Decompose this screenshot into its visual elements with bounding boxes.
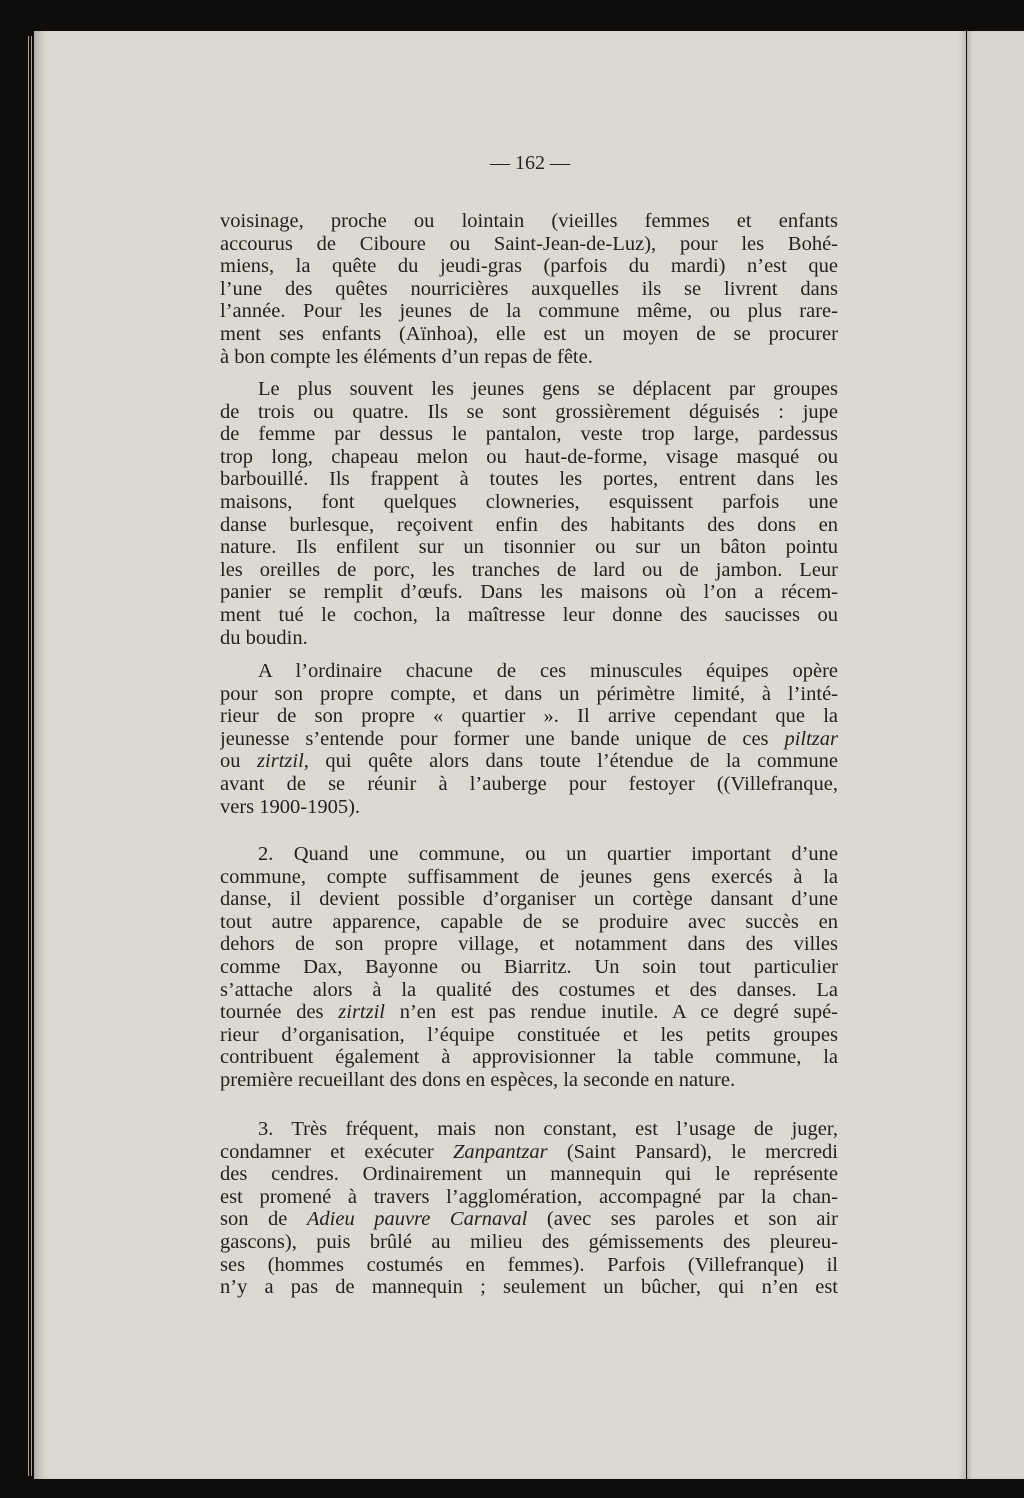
text-line bbox=[220, 1163, 838, 1186]
text-line bbox=[220, 705, 838, 728]
text-line bbox=[220, 956, 838, 979]
text-line bbox=[220, 796, 838, 819]
text-segment: danse, il devient possible d’organiser un cortège dansant d’une bbox=[220, 888, 838, 911]
text-segment: l’année. Pour les jeunes de la commune même, ou plus rare- bbox=[220, 300, 838, 323]
italic-term: Zanpantzar bbox=[453, 1140, 548, 1163]
text-segment: s’attache alors à la qualité des costumes et des danses. La bbox=[220, 978, 838, 1001]
text-segment: du boudin. bbox=[220, 626, 308, 649]
text-line bbox=[220, 210, 838, 233]
next-page-edge bbox=[967, 31, 1024, 1479]
text-segment: comme Dax, Bayonne ou Biarritz. Un soin tout particulier bbox=[220, 955, 838, 978]
text-segment: première recueillant des dons en espèces, la seconde en nature. bbox=[220, 1068, 736, 1091]
italic-term: piltzar bbox=[784, 727, 838, 750]
text-line bbox=[220, 233, 838, 256]
text-segment: 3. Très fréquent, mais non constant, est l’usage de juger, bbox=[258, 1118, 838, 1140]
paragraph-4 bbox=[220, 843, 838, 1092]
paragraph-2 bbox=[220, 378, 838, 649]
text-line bbox=[220, 750, 838, 773]
page-edge bbox=[28, 36, 29, 1476]
text-segment: ment ses enfants (Aïnhoa), elle est un moyen de se procurer bbox=[220, 322, 838, 345]
text-segment: son de bbox=[220, 1208, 307, 1231]
text-segment: rieur de son propre « quartier ». Il arrive cependant que la bbox=[220, 705, 838, 728]
text-line bbox=[220, 604, 838, 627]
text-segment: (Saint Pansard), le mercredi bbox=[547, 1140, 838, 1163]
text-line bbox=[220, 1024, 838, 1047]
text-line bbox=[220, 683, 838, 706]
text-segment: gascons), puis brûlé au milieu des gémissements des pleureu- bbox=[220, 1230, 838, 1253]
italic-term: Adieu pauvre Carnaval bbox=[306, 1208, 528, 1231]
text-line bbox=[220, 255, 838, 278]
text-segment: (avec ses paroles et son air bbox=[527, 1208, 838, 1231]
text-line bbox=[220, 278, 838, 301]
text-line bbox=[220, 1069, 838, 1092]
text-line bbox=[220, 1276, 838, 1299]
text-line bbox=[220, 728, 838, 751]
text-line bbox=[220, 401, 838, 424]
text-segment: des cendres. Ordinairement un mannequin qui le représente bbox=[220, 1163, 838, 1186]
text-line bbox=[220, 843, 838, 866]
text-line bbox=[220, 888, 838, 911]
text-segment: vers 1900-1905). bbox=[220, 795, 361, 818]
text-line bbox=[220, 773, 838, 796]
text-segment: de trois ou quatre. Ils se sont grossièrement déguisés : jupe bbox=[220, 400, 838, 423]
text-line bbox=[220, 660, 838, 683]
text-segment: avant de se réunir à l’auberge pour festoyer ((Villefranque, bbox=[220, 772, 838, 795]
text-segment: nature. Ils enfilent sur un tisonnier ou sur un bâton pointu bbox=[220, 536, 838, 559]
text-segment: tournée des bbox=[220, 1001, 339, 1024]
text-segment: dehors de son propre village, et notamment dans des villes bbox=[220, 933, 838, 956]
text-segment: qui quête alors dans toute l’étendue de la commune bbox=[308, 750, 838, 773]
text-line bbox=[220, 423, 838, 446]
text-line bbox=[220, 491, 838, 514]
text-line bbox=[220, 979, 838, 1002]
text-line bbox=[220, 536, 838, 559]
text-segment: contribuent également à approvisionner la table commune, la bbox=[220, 1046, 838, 1069]
text-segment: maisons, font quelques clowneries, esquissent parfois une bbox=[220, 490, 838, 513]
text-segment: danse burlesque, reçoivent enfin des habitants des dons en bbox=[220, 513, 838, 536]
text-line bbox=[220, 1208, 838, 1231]
text-segment: à bon compte les éléments d’un repas de fête. bbox=[220, 345, 593, 368]
italic-term: zirtzil, bbox=[257, 750, 309, 773]
text-segment: n’y a pas de mannequin ; seulement un bûcher, qui n’en est bbox=[220, 1276, 838, 1299]
text-line bbox=[220, 1186, 838, 1209]
text-line bbox=[220, 446, 838, 469]
text-line bbox=[220, 323, 838, 346]
text-segment: commune, compte suffisamment de jeunes gens exercés à la bbox=[220, 865, 838, 888]
text-segment: 2. Quand une commune, ou un quartier important d’une bbox=[258, 843, 838, 865]
text-segment: de femme par dessus le pantalon, veste trop large, pardessus bbox=[220, 423, 838, 446]
text-line bbox=[220, 911, 838, 934]
text-segment: jeunesse s’entende pour former une bande unique de ces bbox=[220, 727, 785, 750]
paragraph-3 bbox=[220, 660, 838, 818]
text-segment: pour son propre compte, et dans un périmètre limité, à l’inté- bbox=[220, 682, 838, 705]
text-segment: les oreilles de porc, les tranches de lard ou de jambon. Leur bbox=[220, 558, 838, 581]
text-segment: barbouillé. Ils frappent à toutes les portes, entrent dans les bbox=[220, 468, 838, 491]
text-segment: panier se remplit d’œufs. Dans les maisons où l’on a récem- bbox=[220, 581, 838, 604]
text-line bbox=[220, 866, 838, 889]
page-number: — 162 — bbox=[490, 152, 570, 174]
text-line bbox=[220, 559, 838, 582]
text-line bbox=[220, 514, 838, 537]
text-segment: l’une des quêtes nourricières auxquelles ils se livrent dans bbox=[220, 277, 838, 300]
paragraph-5 bbox=[220, 1118, 838, 1299]
text-line bbox=[220, 378, 838, 401]
text-line bbox=[220, 1001, 838, 1024]
text-line bbox=[220, 627, 838, 650]
text-segment: Le plus souvent les jeunes gens se déplacent par groupes bbox=[258, 378, 838, 400]
text-line bbox=[220, 581, 838, 604]
text-segment: n’en est pas rendue inutile. A ce degré supé- bbox=[384, 1001, 838, 1024]
text-segment: miens, la quête du jeudi-gras (parfois du mardi) n’est que bbox=[220, 255, 838, 278]
text-line bbox=[220, 1046, 838, 1069]
text-segment: rieur d’organisation, l’équipe constituée et les petits groupes bbox=[220, 1023, 838, 1046]
text-line bbox=[220, 1231, 838, 1254]
text-segment: est promené à travers l’agglomération, accompagné par la chan- bbox=[220, 1185, 838, 1208]
text-segment: ses (hommes costumés en femmes). Parfois (Villefranque) il bbox=[220, 1253, 838, 1276]
text-line bbox=[220, 1254, 838, 1277]
text-line bbox=[220, 1141, 838, 1164]
text-line bbox=[220, 1118, 838, 1141]
paragraph-1 bbox=[220, 210, 838, 368]
text-segment: A l’ordinaire chacune de ces minuscules équipes opère bbox=[258, 660, 838, 682]
text-line bbox=[220, 933, 838, 956]
page-edge bbox=[31, 36, 32, 1476]
text-segment: accourus de Ciboure ou Saint-Jean-de-Luz), pour les Bohé- bbox=[220, 232, 838, 255]
text-line bbox=[220, 300, 838, 323]
text-segment: ment tué le cochon, la maîtresse leur donne des saucisses ou bbox=[220, 603, 838, 626]
text-segment: condamner et exécuter bbox=[220, 1140, 454, 1163]
text-segment: ou bbox=[220, 750, 258, 773]
text-segment: tout autre apparence, capable de se produire avec succès en bbox=[220, 910, 838, 933]
text-line bbox=[220, 468, 838, 491]
text-segment: voisinage, proche ou lointain (vieilles femmes et enfants bbox=[220, 210, 838, 232]
italic-term: zirtzil bbox=[338, 1001, 385, 1024]
text-segment: trop long, chapeau melon ou haut-de-forme, visage masqué ou bbox=[220, 445, 838, 468]
text-line bbox=[220, 346, 838, 369]
